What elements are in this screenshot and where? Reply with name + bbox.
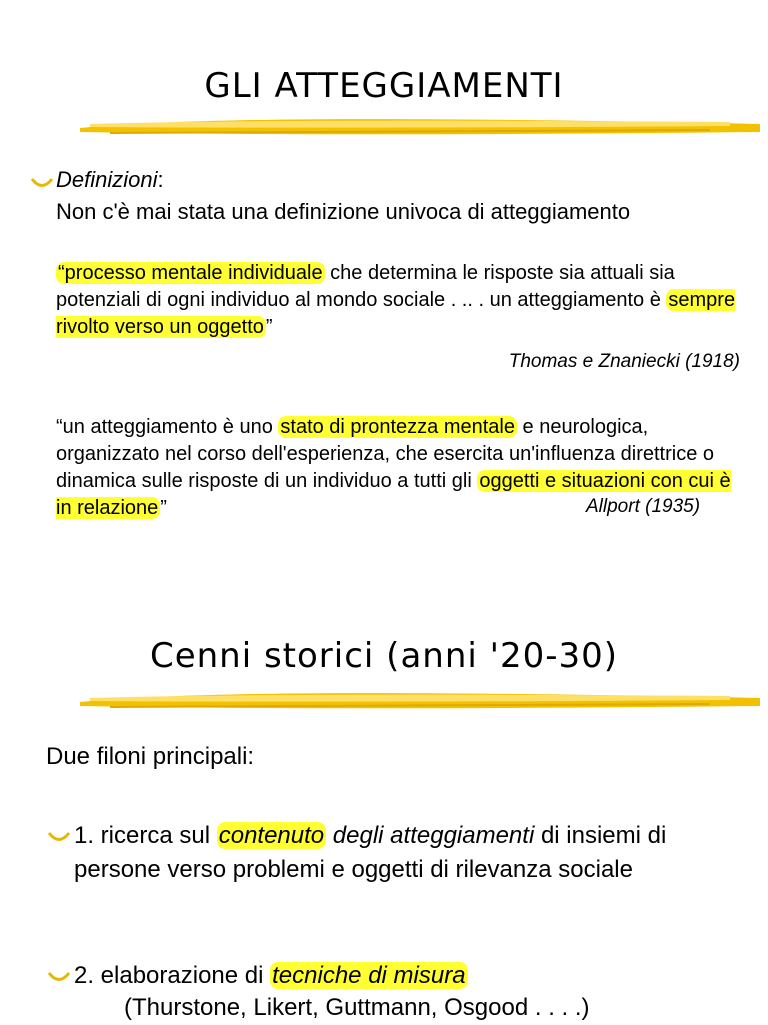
- quote1-highlight-1-text: processo mentale individuale: [64, 262, 323, 284]
- bullet-smile-icon: [30, 176, 54, 190]
- definitions-label: Definizioni: [56, 167, 158, 192]
- item1-suffix: di insiemi di persone verso problemi e oggetti di rilevanza sociale: [74, 822, 667, 883]
- definitions-heading: [56, 166, 164, 193]
- bullet-smile-icon: [47, 970, 71, 984]
- slide1-title: GLI ATTEGGIAMENTI: [204, 66, 564, 106]
- brush-stroke-underline: [70, 110, 768, 140]
- quote1-body: che determina le risposte sia attuali sia potenziali di ogni individuo al mondo sociale . .. . un atteggiamento è: [56, 262, 675, 311]
- measurement-authors: (Thurstone, Likert, Guttmann, Osgood . . . .): [124, 994, 590, 1021]
- item1-italic: degli atteggiamenti: [326, 822, 535, 849]
- list-item-content-research: [74, 819, 674, 887]
- definitions-colon: :: [157, 167, 164, 192]
- quote2-open: “un atteggiamento è uno: [56, 416, 279, 438]
- quote2-highlight-1: stato di prontezza mentale: [280, 416, 515, 438]
- quote2-highlight-2: oggetti e situazioni con cui è in relazione: [56, 470, 731, 519]
- item2-prefix: 2. elaborazione di: [74, 962, 271, 989]
- slide2-title: Cenni storici (anni '20-30): [149, 636, 619, 676]
- quote1-close: ”: [265, 316, 273, 338]
- citation-allport: Allport (1935): [586, 496, 701, 517]
- item1-prefix: 1. ricerca sul: [74, 822, 217, 849]
- item2-highlight: tecniche di misura: [272, 962, 466, 989]
- list-item-measurement: [74, 959, 754, 993]
- quote2-body: e neurologica, organizzato nel corso dell'esperienza, che esercita un'influenza direttrice o dinamica sulle risposte di un individuo a tutti gli: [56, 416, 715, 492]
- brush-stroke-underline-2: [70, 684, 768, 714]
- citation-thomas-znaniecki: Thomas e Znaniecki (1918): [508, 351, 740, 372]
- quote-thomas-znaniecki: [56, 260, 746, 341]
- quote2-close: ”: [160, 497, 167, 519]
- definitions-intro: Non c'è mai stata una definizione univoca di atteggiamento: [56, 199, 631, 224]
- quote1-open: “: [58, 262, 65, 284]
- slide2-subtitle: Due filoni principali:: [46, 743, 255, 770]
- bullet-smile-icon: [47, 830, 71, 844]
- item1-highlight: contenuto: [218, 822, 325, 849]
- quote1-highlight-1: [56, 262, 325, 284]
- quote1-highlight-2: sempre rivolto verso un oggetto: [56, 289, 736, 338]
